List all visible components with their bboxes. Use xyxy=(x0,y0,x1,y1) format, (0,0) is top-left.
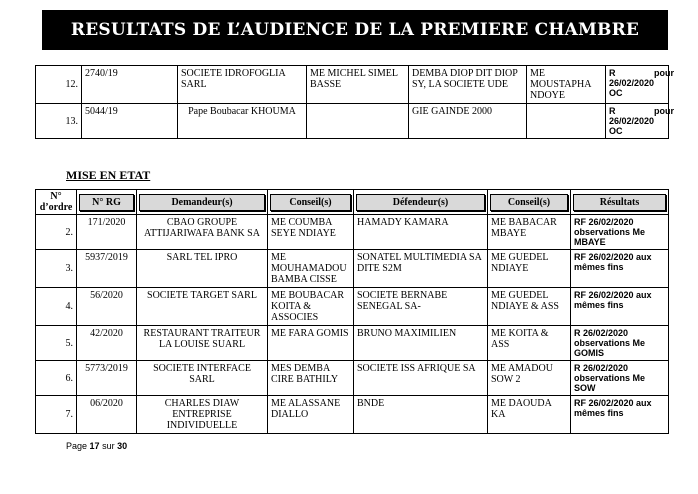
mise-en-etat-table xyxy=(35,189,669,434)
header-row xyxy=(36,190,669,215)
defendant-counsel: ME GUEDEL NDIAYE xyxy=(488,250,571,288)
section-title: MISE EN ETAT xyxy=(66,168,151,182)
footer-page-total: 30 xyxy=(117,441,128,451)
defendant: BNDE xyxy=(354,396,488,434)
plaintiff: SOCIETE INTERFACE SARL xyxy=(137,361,268,396)
rg-number: 06/2020 xyxy=(77,396,137,434)
result: R 26/02/2020 observations Me SOW xyxy=(571,361,669,396)
rg-number: 171/2020 xyxy=(77,215,137,250)
table-row xyxy=(36,104,669,139)
header-plaintiff-cell xyxy=(137,190,268,215)
header-rg: N° RG xyxy=(79,194,134,211)
defendant: SOCIETE BERNABE SENEGAL SA- xyxy=(354,288,488,326)
rg-number: 5937/2019 xyxy=(77,250,137,288)
table-row xyxy=(36,250,669,288)
defendant: GIE GAINDE 2000 xyxy=(409,104,527,139)
result-date: R 26/02/2020 xyxy=(609,68,655,88)
table-row xyxy=(36,361,669,396)
table-row xyxy=(36,396,669,434)
table-row xyxy=(36,288,669,326)
row-number: 3. xyxy=(36,250,77,288)
row-number: 5. xyxy=(36,326,77,361)
plaintiff: SARL TEL IPRO xyxy=(137,250,268,288)
plaintiff-counsel xyxy=(307,104,409,139)
result: RF 26/02/2020 aux mêmes fins xyxy=(571,250,669,288)
row-number: 6. xyxy=(36,361,77,396)
defendant: BRUNO MAXIMILIEN xyxy=(354,326,488,361)
table-row xyxy=(36,215,669,250)
defendant: SONATEL MULTIMEDIA SA DITE S2M xyxy=(354,250,488,288)
defendant-counsel: ME GUEDEL NDIAYE & ASS xyxy=(488,288,571,326)
header-results: Résultats xyxy=(573,194,666,211)
defendant-counsel: ME KOITA & ASS xyxy=(488,326,571,361)
plaintiff-counsel: ME COUMBA SEYE NDIAYE xyxy=(268,215,354,250)
plaintiff-counsel: ME FARA GOMIS xyxy=(268,326,354,361)
result: R 26/02/2020 observations Me GOMIS xyxy=(571,326,669,361)
header-plaintiff-counsel: Conseil(s) xyxy=(270,194,351,211)
defendant-counsel: ME MOUSTAPHA NDOYE xyxy=(527,66,606,104)
plaintiff-counsel: ME MICHEL SIMEL BASSE xyxy=(307,66,409,104)
header-defendant-counsel-cell xyxy=(488,190,571,215)
defendant: DEMBA DIOP DIT DIOP SY, LA SOCIETE UDE xyxy=(409,66,527,104)
plaintiff-counsel: ME ALASSANE DIALLO xyxy=(268,396,354,434)
row-number: 7. xyxy=(36,396,77,434)
rg-number: 42/2020 xyxy=(77,326,137,361)
plaintiff: RESTAURANT TRAITEUR LA LOUISE SUARL xyxy=(137,326,268,361)
footer-separator: sur xyxy=(102,441,115,451)
result-code: OC xyxy=(609,88,623,98)
rg-number: 2740/19 xyxy=(82,66,178,104)
header-defendant-cell xyxy=(354,190,488,215)
defendant-counsel: ME DAOUDA KA xyxy=(488,396,571,434)
table-row xyxy=(36,326,669,361)
header-defendant-counsel: Conseil(s) xyxy=(490,194,568,211)
page-footer xyxy=(66,441,127,451)
result: RF 26/02/2020 aux mêmes fins xyxy=(571,288,669,326)
page-banner-title: RESULTATS DE L’AUDIENCE DE LA PREMIERE CHAMBRE xyxy=(42,10,668,50)
header-plaintiff: Demandeur(s) xyxy=(139,194,265,211)
defendant: SOCIETE ISS AFRIQUE SA xyxy=(354,361,488,396)
rg-number: 5773/2019 xyxy=(77,361,137,396)
result-date: R 26/02/2020 xyxy=(609,106,655,126)
top-results-table xyxy=(35,65,675,139)
result: RF 26/02/2020 aux mêmes fins xyxy=(571,396,669,434)
row-number: 12. xyxy=(36,66,82,104)
footer-prefix: Page xyxy=(66,441,88,451)
result-purpose: pour xyxy=(654,68,675,78)
result-purpose: pour xyxy=(654,106,675,116)
defendant: HAMADY KAMARA xyxy=(354,215,488,250)
defendant-counsel: ME AMADOU SOW 2 xyxy=(488,361,571,396)
footer-page-number: 17 xyxy=(89,441,100,451)
plaintiff-counsel: MES DEMBA CIRE BATHILY xyxy=(268,361,354,396)
plaintiff: SOCIETE IDROFOGLIA SARL xyxy=(178,66,307,104)
result: RF 26/02/2020 observations Me MBAYE xyxy=(571,215,669,250)
header-order-number: N° d’ordre xyxy=(36,190,77,215)
result-code: OC xyxy=(609,126,623,136)
header-rg-cell xyxy=(77,190,137,215)
rg-number: 5044/19 xyxy=(82,104,178,139)
plaintiff: CHARLES DIAW ENTREPRISE INDIVIDUELLE xyxy=(137,396,268,434)
table-row xyxy=(36,66,669,104)
plaintiff-counsel: ME MOUHAMADOU BAMBA CISSE xyxy=(268,250,354,288)
header-results-cell xyxy=(571,190,669,215)
row-number: 4. xyxy=(36,288,77,326)
result xyxy=(606,104,675,139)
plaintiff: CBAO GROUPE ATTIJARIWAFA BANK SA xyxy=(137,215,268,250)
header-defendant: Défendeur(s) xyxy=(356,194,485,211)
plaintiff: SOCIETE TARGET SARL xyxy=(137,288,268,326)
plaintiff: Pape Boubacar KHOUMA xyxy=(178,104,307,139)
plaintiff-counsel: ME BOUBACAR KOITA & ASSOCIES xyxy=(268,288,354,326)
defendant-counsel xyxy=(527,104,606,139)
row-number: 13. xyxy=(36,104,82,139)
row-number: 2. xyxy=(36,215,77,250)
defendant-counsel: ME BABACAR MBAYE xyxy=(488,215,571,250)
rg-number: 56/2020 xyxy=(77,288,137,326)
header-plaintiff-counsel-cell xyxy=(268,190,354,215)
result xyxy=(606,66,675,104)
